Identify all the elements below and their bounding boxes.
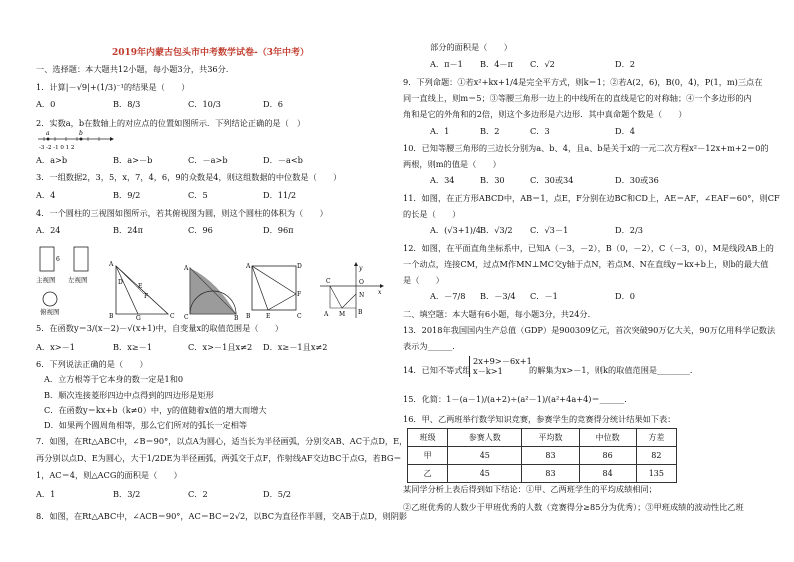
q4-option-c: C．96 (188, 225, 213, 235)
table-row (408, 465, 677, 483)
q3-option-c: C．5 (188, 190, 208, 200)
table-cell: 84 (579, 465, 636, 483)
right-column (397, 0, 794, 562)
table-header: 参赛人数 (448, 429, 522, 447)
q16-text: 16．甲、乙两班举行数学知识竞赛，参赛学生的竞赛得分统计结果如下表： (403, 414, 676, 424)
q2-option-a: A．a>b (36, 155, 68, 165)
q7-line2: 再分别以点D、E为圆心，大于1/2DE为半径画弧，两弧交于点F，作射线AF交边BC于点G，若BG＝ (36, 453, 402, 463)
q11-option-d: D．2/3 (615, 225, 643, 235)
svg-text:B: B (109, 313, 114, 320)
number-line-figure (36, 130, 114, 152)
q11-square-figure (246, 262, 302, 320)
svg-text:A: A (109, 261, 114, 268)
q7-option-b: B．3/2 (113, 489, 141, 499)
svg-text:E: E (266, 313, 271, 320)
q10-line2: 两根，则m的值是（ ） (403, 159, 501, 169)
svg-text:x: x (378, 289, 382, 296)
svg-text:D: D (297, 263, 302, 270)
q7-option-c: C．2 (188, 489, 208, 499)
q2-option-d: D．－a<b (263, 155, 303, 165)
svg-text:6: 6 (56, 256, 60, 263)
q9-line2: 同一直线上，则m＝5；③等腰三角形一边上的中线所在的直线是它的对称轴；④一个多边形的内 (403, 93, 752, 103)
number-line-ticks: -3 -2 -1 0 1 2 (39, 145, 75, 151)
q9-option-d: D．4 (615, 126, 635, 136)
q14-inequality-2: x－k>1 (473, 366, 503, 377)
q12-line2: 一个动点，连接CM，过点M作MN⊥MC交y轴于点N，若点M、N在直线y＝kx+b上，则b的最大值 (403, 259, 769, 269)
table-header: 班级 (408, 429, 448, 447)
q6-text: 6．下列说法正确的是（ ） (36, 359, 148, 369)
q7-option-a: A．1 (36, 489, 56, 499)
top-view-label: 俯视图 (40, 308, 60, 316)
q12-option-a: A．－7/8 (430, 291, 466, 301)
section2-heading: 二、填空题：本大题有6小题，每小题3分，共24分. (403, 309, 591, 319)
conclusion-line1: 某同学分析上表后得到如下结论：①甲、乙两班学生的平均成绩相同； (403, 484, 657, 494)
q14-line2: 的解集为x>－1，则k的取值范围是________. (529, 365, 693, 375)
document-title: 2019年内蒙古包头市中考数学试卷-（3年中考） (112, 48, 310, 58)
q14-line1: 14．已知不等式组 (403, 365, 471, 375)
q13-line2: 表示为______. (403, 341, 455, 351)
q4-text: 4．一个圆柱的三视图如图所示，若其俯视图为圆，则这个圆柱的体积为（ ） (36, 208, 328, 218)
table-header: 中位数 (579, 429, 636, 447)
table-cell: 86 (579, 447, 636, 465)
svg-text:B: B (358, 309, 363, 316)
q2-option-b: B．a>－b (113, 155, 153, 165)
q5-option-a: A．x>－1 (36, 342, 75, 352)
table-cell: 45 (448, 465, 522, 483)
svg-text:A: A (324, 311, 329, 318)
q11-option-a: A．(√3+1)/4 (430, 225, 481, 235)
q8-option-b: B．4－π (480, 59, 513, 69)
q3-option-d: D．11/2 (263, 190, 297, 200)
q11-option-b: B．√3/2 (480, 225, 513, 235)
q4-option-d: D．96π (263, 225, 294, 235)
svg-text:C: C (297, 313, 302, 320)
q14-system (469, 356, 532, 377)
q12-option-d: D．0 (615, 291, 635, 301)
table-cell: 乙 (408, 465, 448, 483)
svg-text:O: O (359, 279, 364, 286)
q10-option-a: A．34 (430, 175, 455, 185)
q12-option-b: B．－3/4 (480, 291, 516, 301)
q5-option-b: B．x≥－1 (113, 342, 153, 352)
svg-text:y: y (359, 265, 363, 272)
svg-text:E: E (138, 283, 143, 290)
q1-option-a: A．0 (36, 99, 56, 109)
section1-heading: 一、选择题：本大题共12小题，每小题3分，共36分. (36, 64, 229, 74)
q10-option-c: C．30或34 (530, 175, 574, 185)
score-table (407, 428, 677, 483)
q3-option-a: A．4 (36, 190, 56, 200)
q15-text: 15．化简：1－(a－1)/(a+2)÷(a²－1)/(a²+4a+4)＝______. (403, 394, 627, 404)
table-cell: 45 (448, 447, 522, 465)
q10-option-d: D．30或36 (615, 175, 659, 185)
q3-text: 3．一组数据2，3，5，x，7，4，6，9的众数是4，则这组数据的中位数是（ ） (36, 172, 342, 182)
svg-text:F: F (297, 291, 302, 298)
q4-option-b: B．24π (113, 225, 144, 235)
table-cell: 83 (522, 447, 579, 465)
q5-text: 5．在函数y＝3/(x－2)－√(x+1)中，自变量x的取值范围是（ ） (36, 323, 284, 333)
q8-option-c: C．√2 (530, 59, 555, 69)
left-view-label: 左视图 (68, 276, 88, 284)
q8-shaded-figure (184, 262, 242, 320)
q2-option-c: C．－a>b (188, 155, 228, 165)
q8-continued: 部分的面积是（ ） (430, 42, 512, 52)
q4-option-a: A．24 (36, 225, 61, 235)
q7-triangle-figure (108, 258, 178, 320)
q9-line1: 9．下列命题：①若x²+kx+1/4是完全平方式，则k＝1；②若A(2，6)，B(0，4)，P(1，m)三点在 (403, 77, 763, 87)
q12-line1: 12．如图，在平面直角坐标系中，已知A（－3，－2），B（0，－2），C（－3，0），M是线段AB上的 (403, 243, 774, 253)
svg-text:b: b (79, 130, 83, 137)
conclusion-line2: ②乙班优秀的人数少于甲班优秀的人数（竞赛得分≥85分为优秀）；③甲班成绩的波动性比乙班 (403, 502, 744, 512)
q3-option-b: B．9/2 (113, 190, 141, 200)
svg-text:N: N (359, 292, 365, 299)
q8-text: 8．如图，在Rt△ABC中，∠ACB＝90°，AC＝BC＝2√2，以BC为直径作半圆，交AB于点D，则阴影 (36, 511, 408, 521)
q1-option-d: D．6 (263, 99, 283, 109)
q1-text: 1．计算|－√9|+(1/3)⁻¹的结果是（ ） (36, 82, 190, 92)
svg-text:C: C (326, 278, 331, 285)
q8-option-d: D．2 (615, 59, 635, 69)
svg-text:G: G (136, 315, 141, 320)
svg-text:B: B (234, 315, 239, 320)
table-cell: 83 (522, 465, 579, 483)
q14-inequality-1: 2x+9>－6x+1 (473, 356, 532, 366)
q10-line1: 10．已知等腰三角形的三边长分别为a、b、4，且a、b是关于x的一元二次方程x²－12x+m+2＝0的 (403, 143, 769, 153)
q10-option-b: B．30 (480, 175, 505, 185)
table-header-row (408, 429, 677, 447)
q5-option-d: D．x≥－1且x≠2 (263, 342, 328, 352)
q11-line2: 的长是（ ） (403, 209, 461, 219)
q11-line1: 11．如图，在正方形ABCD中，AB＝1，点E，F分别在边BC和CD上，AE＝AF，∠EAF＝60°，则CF (403, 193, 780, 203)
q2-text: 2．实数a，b在数轴上的对应点的位置如图所示．下列结论正确的是（ ） (36, 118, 306, 128)
q1-option-b: B．8/3 (113, 99, 141, 109)
svg-text:B: B (246, 313, 251, 320)
table-cell: 甲 (408, 447, 448, 465)
q9-line3: 角和是它的外角和的2倍，则这个多边形是六边形．其中真命题个数是（ ） (403, 109, 687, 119)
svg-text:D: D (118, 279, 123, 286)
q1-option-c: C．10/3 (188, 99, 221, 109)
q12-line3: 是（ ） (403, 275, 444, 285)
table-row (408, 447, 677, 465)
q6-option-a: A．立方根等于它本身的数一定是1和0 (44, 374, 184, 384)
svg-text:M: M (339, 311, 346, 318)
q9-option-b: B．2 (480, 126, 500, 136)
q6-option-c: C．在函数y＝kx+b（k≠0）中，y的值随着x值的增大而增大 (44, 405, 267, 415)
table-cell: 82 (636, 447, 676, 465)
q7-line3: 1，AC＝4，则△ACG的面积是（ ） (36, 470, 182, 480)
svg-text:a: a (46, 130, 50, 137)
q12-coordinate-figure (316, 262, 384, 320)
front-view-label: 主视图 (36, 276, 56, 284)
q8-option-a: A．π－1 (430, 59, 463, 69)
q12-option-c: C．－1 (530, 291, 558, 301)
q5-option-c: C．x>－1且x≠2 (188, 342, 253, 352)
q11-option-c: C．√3－1 (530, 225, 569, 235)
q7-option-d: D．5/2 (263, 489, 291, 499)
q9-option-a: A．1 (430, 126, 450, 136)
table-header: 平均数 (522, 429, 579, 447)
svg-text:C: C (184, 314, 189, 320)
q6-option-d: D．如果两个圆周角相等，那么它们所对的弧长一定相等 (44, 420, 248, 430)
svg-text:A: A (184, 265, 189, 272)
q9-option-c: C．3 (530, 126, 550, 136)
q7-line1: 7．如图，在Rt△ABC中，∠B＝90°，以点A为圆心，适当长为半径画弧，分别交AB、AC于点D，E， (36, 436, 408, 446)
q13-line1: 13．2018年我国国内生产总值（GDP）是900309亿元，首次突破90万亿大关，90万亿用科学记数法 (403, 325, 776, 335)
svg-text:A: A (246, 263, 251, 270)
svg-text:F: F (144, 293, 149, 300)
table-cell: 135 (636, 465, 676, 483)
q6-option-b: B．顺次连接菱形四边中点得到的四边形是矩形 (44, 390, 214, 400)
table-header: 方差 (636, 429, 676, 447)
svg-text:C: C (170, 313, 175, 320)
